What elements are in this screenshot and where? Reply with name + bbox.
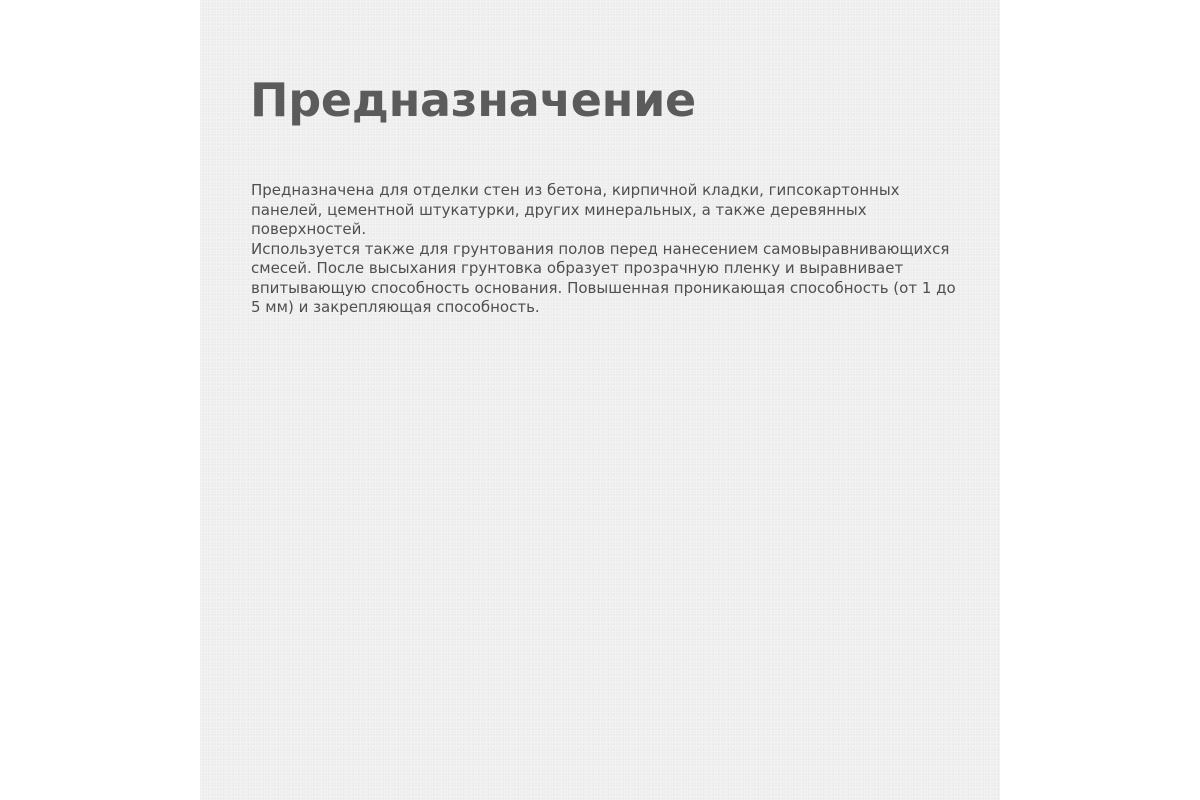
section-title: Предназначение xyxy=(250,73,696,127)
paragraph-usage: Используется также для грунтования полов перед нанесением самовыравнивающихся смесей. После высыхания грунтовка образует прозрачную пленку и выравнивает впитывающую способность основания. Повышенная проникающая способность (от 1 до 5 мм) и закрепляющая способность. xyxy=(251,239,956,316)
section-body xyxy=(251,181,966,318)
paragraph-purpose: Предназначена для отделки стен из бетона, кирпичной кладки, гипсокартонных панелей, цементной штукатурки, других минеральных, а также деревянных поверхностей. xyxy=(251,181,900,238)
document-page xyxy=(200,0,1000,800)
